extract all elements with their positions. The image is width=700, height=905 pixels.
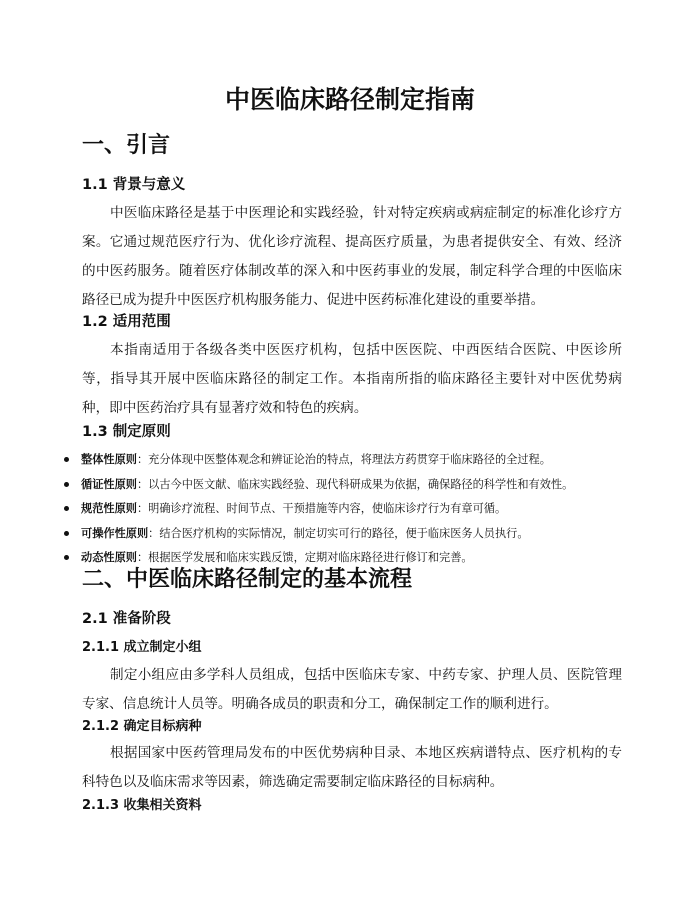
principle-term: 循证性原则 — [81, 477, 137, 491]
principles-list — [64, 448, 644, 571]
subsection-heading-preparation: 2.1 准备阶段 — [82, 611, 171, 627]
principle-text: ：根据医学发展和临床实践反馈，定期对临床路径进行修订和完善。 — [136, 551, 473, 564]
principle-term: 规范性原则 — [81, 502, 137, 515]
principle-term: 可操作性原则 — [81, 526, 149, 540]
section-heading-process: 二、中医临床路径制定的基本流程 — [82, 567, 413, 592]
paragraph-team: 制定小组应由多学科人员组成，包括中医临床专家、中药专家、护理人员、医院管理专家、信息统计人员等。明确各成员的职责和分工，确保制定工作的顺利进行。 — [82, 667, 622, 712]
principle-text: ：充分体现中医整体观念和辨证论治的特点，将理法方药贯穿于临床路径的全过程。 — [136, 453, 551, 466]
list-item — [64, 522, 644, 547]
bullet-icon — [64, 555, 69, 560]
subsection-heading-background: 1.1 背景与意义 — [82, 177, 186, 193]
bullet-icon — [64, 482, 69, 487]
subsection-heading-scope: 1.2 适用范围 — [82, 314, 171, 330]
bullet-icon — [64, 457, 69, 462]
bullet-icon — [64, 506, 69, 511]
list-item — [64, 448, 644, 473]
paragraph-background: 中医临床路径是基于中医理论和实践经验，针对特定疾病或病症制定的标准化诊疗方案。它通过规范医疗行为、优化诊疗流程、提高医疗质量，为患者提供安全、有效、经济的中医药服务。随着医疗体制改革的深入和中医药事业的发展，制定科学合理的中医临床路径已成为提升中医医疗机构服务能力、促进中医药标准化建设的重要举措。 — [82, 205, 622, 308]
subsubsection-heading-collect-data: 2.1.3 收集相关资料 — [82, 798, 202, 813]
bullet-icon — [64, 531, 69, 536]
section-heading-introduction: 一、引言 — [82, 133, 171, 158]
list-item — [64, 473, 644, 498]
paragraph-scope: 本指南适用于各级各类中医医疗机构，包括中医医院、中西医结合医院、中医诊所等，指导其开展中医临床路径的制定工作。本指南所指的临床路径主要针对中医优势病种，即中医药治疗具有显著疗效和特色的疾病。 — [82, 342, 622, 416]
list-item — [64, 497, 644, 522]
subsubsection-heading-target-disease: 2.1.2 确定目标病种 — [82, 719, 202, 734]
principle-text: ：明确诊疗流程、时间节点、干预措施等内容，使临床诊疗行为有章可循。 — [136, 502, 507, 515]
principle-text: ：结合医疗机构的实际情况，制定切实可行的路径，便于临床医务人员执行。 — [148, 526, 529, 540]
document-title: 中医临床路径制定指南 — [224, 85, 475, 114]
subsection-heading-principles: 1.3 制定原则 — [82, 424, 171, 440]
subsubsection-heading-team: 2.1.1 成立制定小组 — [82, 640, 202, 655]
paragraph-target-disease: 根据国家中医药管理局发布的中医优势病种目录、本地区疾病谱特点、医疗机构的专科特色以及临床需求等因素，筛选确定需要制定临床路径的目标病种。 — [82, 745, 622, 790]
principle-term: 动态性原则 — [81, 551, 137, 564]
principle-text: ：以古今中医文献、临床实践经验、现代科研成果为依据，确保路径的科学性和有效性。 — [136, 477, 574, 491]
principle-term: 整体性原则 — [81, 453, 137, 466]
